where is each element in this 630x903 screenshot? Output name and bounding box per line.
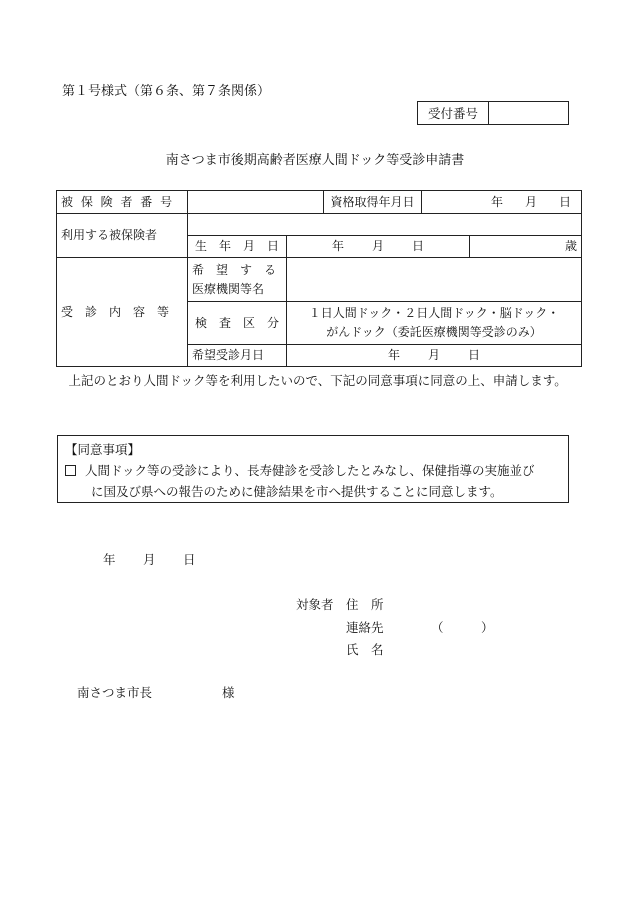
target-label: 対象者	[296, 597, 334, 612]
desired-date-label: 希望受診月日	[188, 345, 287, 367]
birth-year-label: 年	[331, 239, 344, 254]
year-label: 年	[490, 194, 503, 209]
hospital-label-line1: 希 望 す る	[192, 262, 277, 277]
address-label: 住 所	[346, 597, 384, 612]
consent-box	[57, 435, 569, 503]
birthdate-label: 生 年 月 日	[188, 236, 287, 258]
birth-month-label: 月	[371, 239, 384, 254]
application-date[interactable]	[103, 550, 196, 568]
day-label: 日	[559, 194, 572, 209]
contact-parentheses[interactable]: （ ）	[431, 620, 494, 635]
consent-heading: 【同意事項】	[65, 442, 141, 457]
user-name-field[interactable]	[188, 214, 582, 236]
hospital-label	[188, 258, 287, 302]
consent-line1: 人間ドック等の受診により、長寿健診を受診したとみなし、保健指導の実施並び	[85, 463, 535, 478]
reception-number-label: 受付番号	[418, 102, 489, 124]
exam-type-options[interactable]	[287, 302, 582, 345]
birth-day-label: 日	[412, 239, 425, 254]
month-label: 月	[524, 194, 537, 209]
consent-checkbox[interactable]	[65, 465, 76, 476]
reception-number-box	[417, 101, 569, 125]
hospital-field[interactable]	[287, 258, 582, 302]
birthdate-field[interactable]	[287, 236, 470, 258]
qualification-date-label: 資格取得年月日	[324, 191, 422, 214]
consent-line2: に国及び県への報告のために健診結果を市へ提供することに同意します。	[91, 484, 503, 499]
application-year-label: 年	[103, 552, 116, 567]
desired-day-label: 日	[468, 348, 481, 363]
desired-year-label: 年	[387, 348, 400, 363]
application-day-label: 日	[183, 552, 196, 567]
hospital-label-line2: 医療機関等名	[192, 281, 265, 296]
name-label: 氏 名	[346, 642, 384, 657]
application-table	[56, 190, 582, 367]
insured-number-label: 被 保 険 者 番 号	[57, 191, 188, 214]
desired-date-field[interactable]	[287, 345, 582, 367]
mayor-honorific: 様	[222, 685, 235, 700]
application-statement: 上記のとおり人間ドック等を利用したいので、下記の同意事項に同意の上、申請します。	[68, 373, 567, 388]
mayor-addressee: 南さつま市長	[77, 685, 153, 700]
exam-type-label: 検 査 区 分	[188, 302, 287, 345]
exam-content-label: 受 診 内 容 等	[57, 258, 188, 367]
insured-number-field[interactable]	[188, 191, 324, 214]
user-label: 利用する被保険者	[57, 214, 188, 258]
form-number: 第１号様式（第６条、第７条関係）	[62, 84, 271, 99]
consent-body	[65, 460, 565, 502]
desired-month-label: 月	[428, 348, 441, 363]
age-unit-label: 歳	[565, 239, 578, 254]
qualification-date-field[interactable]	[422, 191, 582, 214]
contact-label: 連絡先	[346, 620, 384, 635]
document-title: 南さつま市後期高齢者医療人間ドック等受診申請書	[165, 153, 465, 168]
age-field[interactable]	[470, 236, 582, 258]
application-month-label: 月	[143, 552, 156, 567]
exam-type-line1: １日人間ドック・２日人間ドック・脳ドック・	[308, 306, 560, 321]
reception-number-field[interactable]	[489, 102, 568, 124]
exam-type-line2: がんドック（委託医療機関等受診のみ）	[326, 325, 542, 339]
